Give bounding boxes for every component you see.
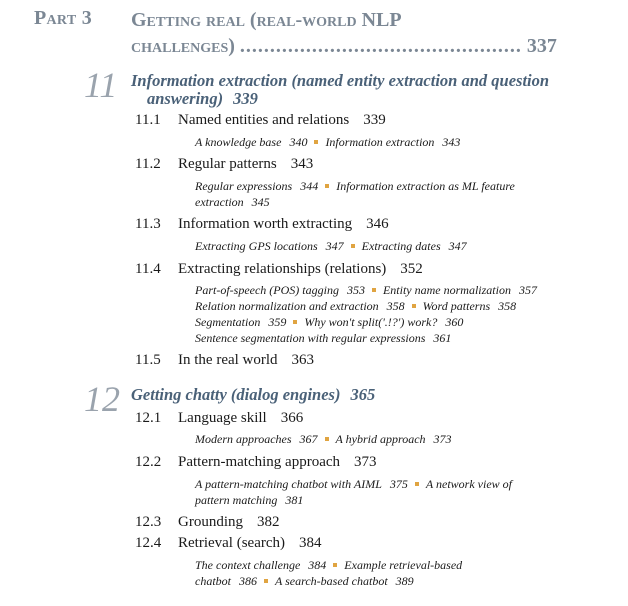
section-number: 12.1 <box>135 410 162 426</box>
subsection-line <box>195 557 462 573</box>
section-page-number: 352 <box>400 261 423 277</box>
subsection-link-continued[interactable]: extraction <box>195 195 244 209</box>
subsection-page: 361 <box>433 331 452 345</box>
section-page-number: 339 <box>363 112 386 128</box>
subsection-page: 359 <box>268 315 287 329</box>
subsection-page: 375 <box>389 477 408 491</box>
subsection-page: 345 <box>251 195 270 209</box>
subsection-page: 360 <box>445 315 464 329</box>
subsection-line <box>195 282 537 298</box>
subsection-line <box>195 431 452 447</box>
section-number: 11.1 <box>135 112 161 128</box>
section-number: 11.3 <box>135 216 161 232</box>
subsection-page: 343 <box>442 135 461 149</box>
subsection-line <box>195 314 463 330</box>
subsection-page: 340 <box>289 135 308 149</box>
part-title-line-1: Getting real (real-world NLP <box>131 9 402 31</box>
section-number: 11.5 <box>135 352 161 368</box>
part-page-number: 337 <box>526 35 557 57</box>
section-number: 11.4 <box>135 261 161 277</box>
chapter-title-line-1: Getting chatty (dialog engines) <box>131 385 341 404</box>
section-page-number: 382 <box>257 514 280 530</box>
bullet-separator <box>351 244 355 248</box>
chapter-page-number: 365 <box>350 385 376 404</box>
bullet-separator <box>372 288 376 292</box>
subsection-page: 386 <box>239 574 257 588</box>
part-title-line-2 <box>131 33 557 59</box>
section-title-text: Retrieval (search) <box>178 535 286 551</box>
subsection-line <box>195 492 303 508</box>
subsection-link[interactable]: A search-based chatbot <box>275 574 388 588</box>
chapter-number: 11 <box>84 65 118 105</box>
chapter-title-line-2-text: answering) <box>147 89 224 108</box>
subsection-link[interactable]: Modern approaches <box>195 432 292 446</box>
subsection-line <box>195 134 460 150</box>
subsection-link[interactable]: Segmentation <box>195 315 261 329</box>
chapter-title-line-2 <box>131 90 549 108</box>
subsection-link[interactable]: Sentence segmentation with regular expressions <box>195 331 426 345</box>
section-title-text: Grounding <box>178 514 243 530</box>
section-title[interactable] <box>178 216 389 233</box>
section-title[interactable] <box>178 454 377 471</box>
subsection-link[interactable]: Word patterns <box>422 299 491 313</box>
section-title[interactable] <box>178 535 322 552</box>
bullet-separator <box>415 482 419 486</box>
subsection-page: 358 <box>386 299 405 313</box>
chapter-page-number: 339 <box>233 89 258 108</box>
section-number: 11.2 <box>135 156 161 172</box>
subsection-link[interactable]: The context challenge <box>195 558 301 572</box>
part-title <box>131 7 557 59</box>
subsection-page: 353 <box>346 283 365 297</box>
section-title-text: Information worth extracting <box>178 216 353 232</box>
section-title-text: Pattern-matching approach <box>178 454 341 470</box>
section-title[interactable] <box>178 410 303 427</box>
section-page-number: 384 <box>299 535 322 551</box>
subsection-link[interactable]: Information extraction as ML feature <box>336 179 515 193</box>
bullet-separator <box>314 140 318 144</box>
subsection-line <box>195 330 451 346</box>
subsection-page: 347 <box>325 239 344 253</box>
subsection-page: 384 <box>308 558 327 572</box>
section-page-number: 373 <box>354 454 377 470</box>
subsection-page: 357 <box>518 283 537 297</box>
section-page-number: 366 <box>280 410 304 426</box>
subsection-link[interactable]: Regular expressions <box>195 179 293 193</box>
section-number: 12.2 <box>135 454 162 470</box>
section-page-number: 363 <box>291 352 315 368</box>
subsection-link[interactable]: Example retrieval-based <box>344 558 463 572</box>
chapter-title[interactable] <box>131 72 549 108</box>
section-title-text: Language skill <box>178 410 267 426</box>
subsection-link[interactable]: Part-of-speech (POS) tagging <box>195 283 339 297</box>
subsection-link-continued[interactable]: pattern matching <box>195 493 278 507</box>
subsection-page: 389 <box>395 574 414 588</box>
subsection-line <box>195 573 414 589</box>
subsection-link[interactable]: Entity name normalization <box>382 283 511 297</box>
subsection-page: 367 <box>299 432 318 446</box>
subsection-page: 381 <box>285 493 304 507</box>
bullet-separator <box>333 563 337 567</box>
subsection-line <box>195 178 515 194</box>
subsection-link[interactable]: Extracting GPS locations <box>195 239 318 253</box>
section-page-number: 343 <box>290 156 314 172</box>
subsection-link[interactable]: Information extraction <box>325 135 435 149</box>
section-title-text: Regular patterns <box>178 156 277 172</box>
subsection-line <box>195 238 467 254</box>
section-page-number: 346 <box>366 216 389 232</box>
subsection-page: 358 <box>498 299 517 313</box>
part-title-line-2-text: challenges) <box>131 35 235 57</box>
subsection-page: 373 <box>433 432 452 446</box>
section-number: 12.4 <box>135 535 162 551</box>
section-title[interactable] <box>178 112 386 129</box>
subsection-page: 347 <box>448 239 467 253</box>
section-title[interactable] <box>178 156 313 173</box>
subsection-link[interactable]: A knowledge base <box>195 135 282 149</box>
bullet-separator <box>264 579 268 583</box>
section-title[interactable] <box>178 352 314 369</box>
chapter-title-line-1: Information extraction (named entity extraction and question <box>131 71 550 90</box>
bullet-separator <box>293 320 297 324</box>
bullet-separator <box>325 437 329 441</box>
chapter-number: 12 <box>84 379 120 419</box>
subsection-link-continued[interactable]: chatbot <box>195 574 231 588</box>
section-title-text: Extracting relationships (relations) <box>178 261 387 277</box>
section-title-text: Named entities and relations <box>178 112 350 128</box>
subsection-line <box>195 298 516 314</box>
subsection-link[interactable]: Extracting dates <box>361 239 441 253</box>
subsection-link[interactable]: A hybrid approach <box>335 432 426 446</box>
subsection-link[interactable]: Why won't split('.!?') work? <box>304 315 438 329</box>
section-title-text: In the real world <box>178 352 278 368</box>
subsection-line <box>195 194 270 210</box>
subsection-page: 344 <box>300 179 319 193</box>
bullet-separator <box>325 184 329 188</box>
section-number: 12.3 <box>135 514 162 530</box>
subsection-link[interactable]: Relation normalization and extraction <box>195 299 379 313</box>
subsection-link[interactable]: A network view of <box>425 477 512 491</box>
chapter-title[interactable] <box>131 386 375 404</box>
subsection-link[interactable]: A pattern-matching chatbot with AIML <box>195 477 382 491</box>
subsection-line <box>195 476 512 492</box>
part-leader-dots: ............................................... <box>239 35 522 57</box>
section-title[interactable] <box>178 261 423 278</box>
part-label: Part 3 <box>34 7 93 29</box>
section-title[interactable] <box>178 514 280 531</box>
bullet-separator <box>412 304 416 308</box>
